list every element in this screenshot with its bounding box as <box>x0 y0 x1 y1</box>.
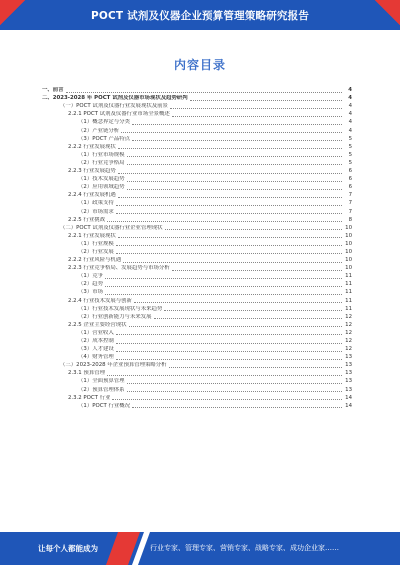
toc-entry-text: （2）市场需求 <box>78 208 114 215</box>
toc-page-number: 4 <box>348 111 352 118</box>
toc-page-number: 10 <box>345 257 352 264</box>
toc-heading: 内容目录 <box>173 58 226 72</box>
toc-leader-dots <box>169 367 342 368</box>
toc-page-number: 6 <box>348 184 352 191</box>
toc-page-number: 12 <box>345 313 352 320</box>
table-of-contents <box>42 86 352 410</box>
toc-entry-text: （1）全面预算管理 <box>78 378 125 385</box>
toc-entry[interactable] <box>42 377 352 385</box>
toc-leader-dots <box>116 253 342 254</box>
toc-entry[interactable] <box>42 86 352 94</box>
toc-page-number: 7 <box>348 208 352 215</box>
toc-page-number: 10 <box>345 232 352 239</box>
toc-page-number: 4 <box>348 119 352 126</box>
toc-page-number: 12 <box>345 329 352 336</box>
toc-entry-text: 2.3.2 POCT 行业 <box>68 394 111 401</box>
toc-entry-text: （三）2023-2028 年企业预算管理策略分析 <box>60 362 167 369</box>
toc-leader-dots <box>118 237 342 238</box>
toc-page-number: 12 <box>345 338 352 344</box>
footer-banner <box>0 532 400 565</box>
toc-page-number: 11 <box>345 273 352 280</box>
toc-entry-text: 2.2.2 行业发展现状 <box>68 143 116 150</box>
toc-leader-dots <box>134 302 342 303</box>
footer-tags: 行业专家、管理专家、营销专家、战略专家、成功企业家…… <box>150 544 339 552</box>
toc-leader-dots <box>172 116 342 117</box>
toc-leader-dots <box>116 351 342 352</box>
toc-entry[interactable] <box>42 143 352 151</box>
toc-entry-text: （4）财务管理 <box>78 354 114 361</box>
toc-entry-text: 2.2.4 行业发展机遇 <box>68 192 116 199</box>
toc-entry-text: （二）POCT 试剂及仪器行业企业管理现状 <box>60 224 163 231</box>
toc-entry-text: 2.2.1 POCT 试剂及仪器行业市场全景概述 <box>68 111 170 118</box>
toc-page-number: 10 <box>345 224 352 231</box>
toc-entry[interactable] <box>42 159 352 167</box>
toc-leader-dots <box>116 359 342 360</box>
toc-leader-dots <box>107 375 342 376</box>
toc-leader-dots <box>105 294 342 295</box>
toc-entry-text: （1）行业技术发展现状与未来趋势 <box>78 305 163 312</box>
toc-leader-dots <box>170 108 342 109</box>
toc-leader-dots <box>116 205 342 206</box>
toc-entry-text: 2.3.1 预算管理 <box>68 370 105 377</box>
toc-entry-text: （1）POCT 行业概况 <box>78 402 131 409</box>
toc-page-number: 10 <box>345 240 352 247</box>
toc-leader-dots <box>127 189 342 190</box>
toc-entry[interactable] <box>42 353 352 361</box>
toc-page-number: 4 <box>348 95 352 102</box>
toc-entry-text: （1）竞争 <box>78 273 103 280</box>
toc-page-number: 4 <box>348 87 352 94</box>
toc-entry[interactable] <box>42 191 352 199</box>
toc-entry-text: （2）成本控制 <box>78 338 114 344</box>
toc-entry[interactable] <box>42 151 352 159</box>
toc-leader-dots <box>172 270 342 271</box>
toc-entry[interactable] <box>42 385 352 393</box>
toc-entry-text: 2.2.3 行业竞争格局、发展趋势与市场分析 <box>68 265 170 272</box>
toc-leader-dots <box>105 286 342 287</box>
toc-page-number: 6 <box>348 176 352 183</box>
toc-entry[interactable] <box>42 102 352 110</box>
toc-leader-dots <box>116 213 342 214</box>
toc-page-number: 14 <box>345 394 352 401</box>
toc-entry-text: （一）POCT 试剂及仪器行业发展现状及前景 <box>60 103 168 110</box>
toc-page-number: 6 <box>348 168 352 175</box>
toc-leader-dots <box>118 173 342 174</box>
toc-entry-text: （3）人才建设 <box>78 346 114 353</box>
toc-entry[interactable] <box>42 118 352 126</box>
toc-leader-dots <box>132 140 342 141</box>
toc-leader-dots <box>132 407 342 408</box>
toc-leader-dots <box>127 391 342 392</box>
toc-leader-dots <box>105 278 342 279</box>
toc-entry-text: （2）行业发展 <box>78 248 114 255</box>
toc-leader-dots <box>116 334 342 335</box>
toc-entry[interactable] <box>42 199 352 207</box>
toc-page-number: 13 <box>345 354 352 361</box>
toc-leader-dots <box>129 326 342 327</box>
toc-entry[interactable] <box>42 135 352 143</box>
toc-entry-text: 二、2023-2028 年 POCT 试剂及仪器市场现状及趋势研判 <box>42 95 188 102</box>
toc-entry[interactable] <box>42 126 352 134</box>
toc-leader-dots <box>164 310 342 311</box>
toc-page-number: 14 <box>345 402 352 409</box>
toc-entry[interactable] <box>42 272 352 280</box>
toc-entry[interactable] <box>42 321 352 329</box>
toc-leader-dots <box>118 148 342 149</box>
toc-page-number: 11 <box>345 281 352 288</box>
toc-entry-text: （2）行业竞争格局 <box>78 159 125 166</box>
toc-entry[interactable] <box>42 313 352 321</box>
toc-entry[interactable] <box>42 369 352 377</box>
toc-entry[interactable] <box>42 337 352 345</box>
toc-entry-text: （3）市场 <box>78 289 103 296</box>
toc-entry[interactable] <box>42 305 352 313</box>
report-title: POCT 试剂及仪器企业预算管理策略研究报告 <box>90 10 310 22</box>
toc-entry[interactable] <box>42 361 352 369</box>
toc-leader-dots <box>123 262 342 263</box>
toc-entry[interactable] <box>42 175 352 183</box>
toc-page-number: 13 <box>345 386 352 393</box>
toc-entry-text: （1）行业规模 <box>78 240 114 247</box>
toc-entry[interactable] <box>42 167 352 175</box>
toc-entry[interactable] <box>42 224 352 232</box>
toc-entry[interactable] <box>42 394 352 402</box>
toc-leader-dots <box>190 100 342 101</box>
toc-entry-text: （2）趋势 <box>78 281 103 288</box>
toc-entry-text: 2.2.4 行业技术发展与创新 <box>68 297 132 304</box>
toc-entry[interactable] <box>42 183 352 191</box>
toc-entry-text: 2.2.5 企业主要经营现状 <box>68 321 127 328</box>
toc-entry[interactable] <box>42 240 352 248</box>
toc-page-number: 5 <box>348 135 352 142</box>
toc-entry[interactable] <box>42 345 352 353</box>
toc-page-number: 7 <box>348 192 352 199</box>
footer-slogan: 让每个人都能成为 <box>38 544 98 553</box>
toc-page-number: 13 <box>345 378 352 385</box>
toc-leader-dots <box>127 164 342 165</box>
toc-entry-text: （2）预算管理体系 <box>78 386 125 393</box>
toc-leader-dots <box>127 156 342 157</box>
toc-entry-text: （3）POCT 产品特点 <box>78 135 131 142</box>
toc-page-number: 11 <box>345 297 352 304</box>
toc-entry-text: （1）政策支持 <box>78 200 114 207</box>
toc-entry[interactable] <box>42 232 352 240</box>
toc-page-number: 10 <box>345 265 352 272</box>
toc-leader-dots <box>118 197 342 198</box>
header-banner <box>0 0 400 30</box>
toc-entry[interactable] <box>42 110 352 118</box>
toc-page-number: 4 <box>348 127 352 134</box>
toc-entry[interactable] <box>42 216 352 224</box>
toc-entry[interactable] <box>42 402 352 410</box>
toc-page-number: 5 <box>348 151 352 158</box>
toc-entry-text: 2.2.3 行业发展趋势 <box>68 168 116 175</box>
toc-leader-dots <box>154 318 342 319</box>
toc-entry-text: （2）行业创新能力与未来发展 <box>78 313 152 320</box>
toc-leader-dots <box>116 245 342 246</box>
toc-page-number: 4 <box>348 103 352 110</box>
toc-entry-text: 2.2.5 行业挑战 <box>68 216 105 223</box>
toc-page-number: 13 <box>345 370 352 377</box>
toc-leader-dots <box>132 124 342 125</box>
toc-page-number: 11 <box>345 305 352 312</box>
toc-page-number: 5 <box>348 143 352 150</box>
toc-entry-text: 一、前言 <box>42 87 64 94</box>
toc-page-number: 11 <box>345 289 352 296</box>
toc-entry[interactable] <box>42 264 352 272</box>
toc-entry[interactable] <box>42 207 352 215</box>
toc-entry-text: （1）营业收入 <box>78 329 114 336</box>
toc-entry-text: 2.2.2 行业风险与机遇 <box>68 257 122 264</box>
toc-entry-text: （1）行业市场规模 <box>78 151 125 158</box>
toc-page-number: 5 <box>348 159 352 166</box>
toc-leader-dots <box>107 221 342 222</box>
toc-leader-dots <box>165 229 342 230</box>
toc-page-number: 7 <box>348 200 352 207</box>
toc-entry[interactable] <box>42 256 352 264</box>
toc-page-number: 13 <box>345 362 352 369</box>
toc-leader-dots <box>127 383 342 384</box>
toc-page-number: 8 <box>348 216 352 223</box>
toc-page-number: 12 <box>345 321 352 328</box>
toc-leader-dots <box>112 399 342 400</box>
toc-entry-text: （1）技术发展趋势 <box>78 176 125 183</box>
toc-entry-text: 2.2.1 行业发展现状 <box>68 232 116 239</box>
toc-entry[interactable] <box>42 329 352 337</box>
toc-entry[interactable] <box>42 296 352 304</box>
toc-entry[interactable] <box>42 288 352 296</box>
toc-entry[interactable] <box>42 248 352 256</box>
toc-leader-dots <box>116 343 342 344</box>
toc-entry[interactable] <box>42 280 352 288</box>
toc-leader-dots <box>121 132 342 133</box>
toc-entry-text: （2）产业链分析 <box>78 127 120 134</box>
toc-leader-dots <box>127 181 342 182</box>
toc-leader-dots <box>66 92 342 93</box>
toc-entry[interactable] <box>42 94 352 102</box>
toc-entry-text: （2）应用领域趋势 <box>78 184 125 191</box>
toc-page-number: 10 <box>345 248 352 255</box>
toc-page-number: 12 <box>345 346 352 353</box>
toc-entry-text: （1）概念界定与分类 <box>78 119 130 126</box>
